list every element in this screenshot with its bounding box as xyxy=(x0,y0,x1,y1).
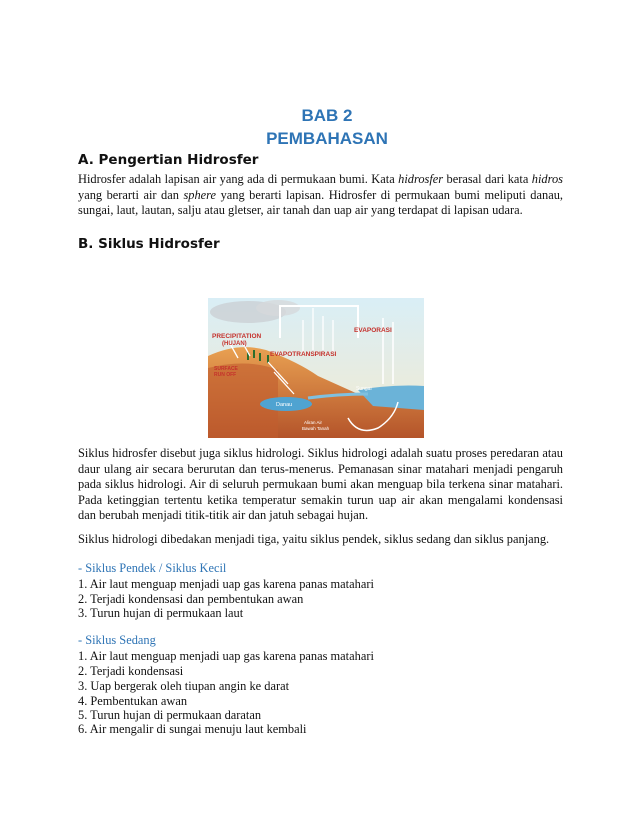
cloud xyxy=(256,300,300,316)
section-title: PEMBAHASAN xyxy=(266,129,388,148)
label-hujan: (HUJAN) xyxy=(222,341,247,347)
heading-siklus-hidrosfer: B. Siklus Hidrosfer xyxy=(78,236,220,252)
label-evapotranspirasi: EVAPOTRANSPIRASI xyxy=(270,351,337,358)
list-item: 4. Pembentukan awan xyxy=(78,694,188,708)
label-evaporasi: EVAPORASI xyxy=(354,327,392,334)
chapter-title: BAB 2 xyxy=(301,106,353,125)
list-item: 1. Air laut menguap menjadi uap gas karena panas matahari xyxy=(78,577,374,591)
list-item: 2. Terjadi kondensasi xyxy=(78,664,184,678)
list-item: 3. Turun hujan di permukaan laut xyxy=(78,606,244,620)
label-precipitation: PRECIPITATION xyxy=(212,333,262,340)
label-aliran-air: Aliran Air xyxy=(304,420,323,425)
list-item: 3. Uap bergerak oleh tiupan angin ke darat xyxy=(78,679,290,693)
paragraph-pengertian: Hidrosfer adalah lapisan air yang ada di permukaan bumi. Kata hidrosfer berasal dari kata hidros yang berarti air dan sphere yang berarti lapisan. Hidrosfer di permukaan bumi meliputi danau, sungai, laut, lautan, salju atau gletser, air tanah dan uap air yang terdapat di lapisan udara. xyxy=(78,172,563,218)
list-item: 5. Turun hujan di permukaan daratan xyxy=(78,708,262,722)
label-run-off: RUN OFF xyxy=(214,372,237,378)
paragraph-siklus-hidrologi: Siklus hidrosfer disebut juga siklus hidrologi. Siklus hidrologi adalah suatu proses peredaran atau daur ulang air secara berurutan dan terus-menerus. Pemanasan sinar matahari menjadi pengaruh pada siklus hidrologi. Air di seluruh permukaan bumi akan menguap bila terkena sinar matahari. Pada ketinggian tertentu ketika temperatur semakin turun uap air akan mengalami kondensasi dan berubah menjadi titik-titik air dan jatuh sebagai hujan. xyxy=(78,446,563,523)
heading-pengertian-hidrosfer: A. Pengertian Hidrosfer xyxy=(78,152,259,168)
label-surface: SURFACE xyxy=(214,366,238,372)
hydrologic-cycle-diagram xyxy=(208,298,424,438)
list-item: 2. Terjadi kondensasi dan pembentukan awan xyxy=(78,592,304,606)
label-danau: Danau xyxy=(276,402,293,408)
subheading-siklus-pendek: - Siklus Pendek / Siklus Kecil xyxy=(78,561,227,575)
label-bawah-tanah: Bawah Tanah xyxy=(302,426,330,431)
paragraph-jenis-siklus: Siklus hidrologi dibedakan menjadi tiga, yaitu siklus pendek, siklus sedang dan siklus panjang. xyxy=(78,532,550,546)
list-item: 6. Air mengalir di sungai menuju laut kembali xyxy=(78,722,307,736)
label-sungai: Sungai xyxy=(356,386,372,392)
subheading-siklus-sedang: - Siklus Sedang xyxy=(78,633,156,647)
list-item: 1. Air laut menguap menjadi uap gas karena panas matahari xyxy=(78,649,374,663)
